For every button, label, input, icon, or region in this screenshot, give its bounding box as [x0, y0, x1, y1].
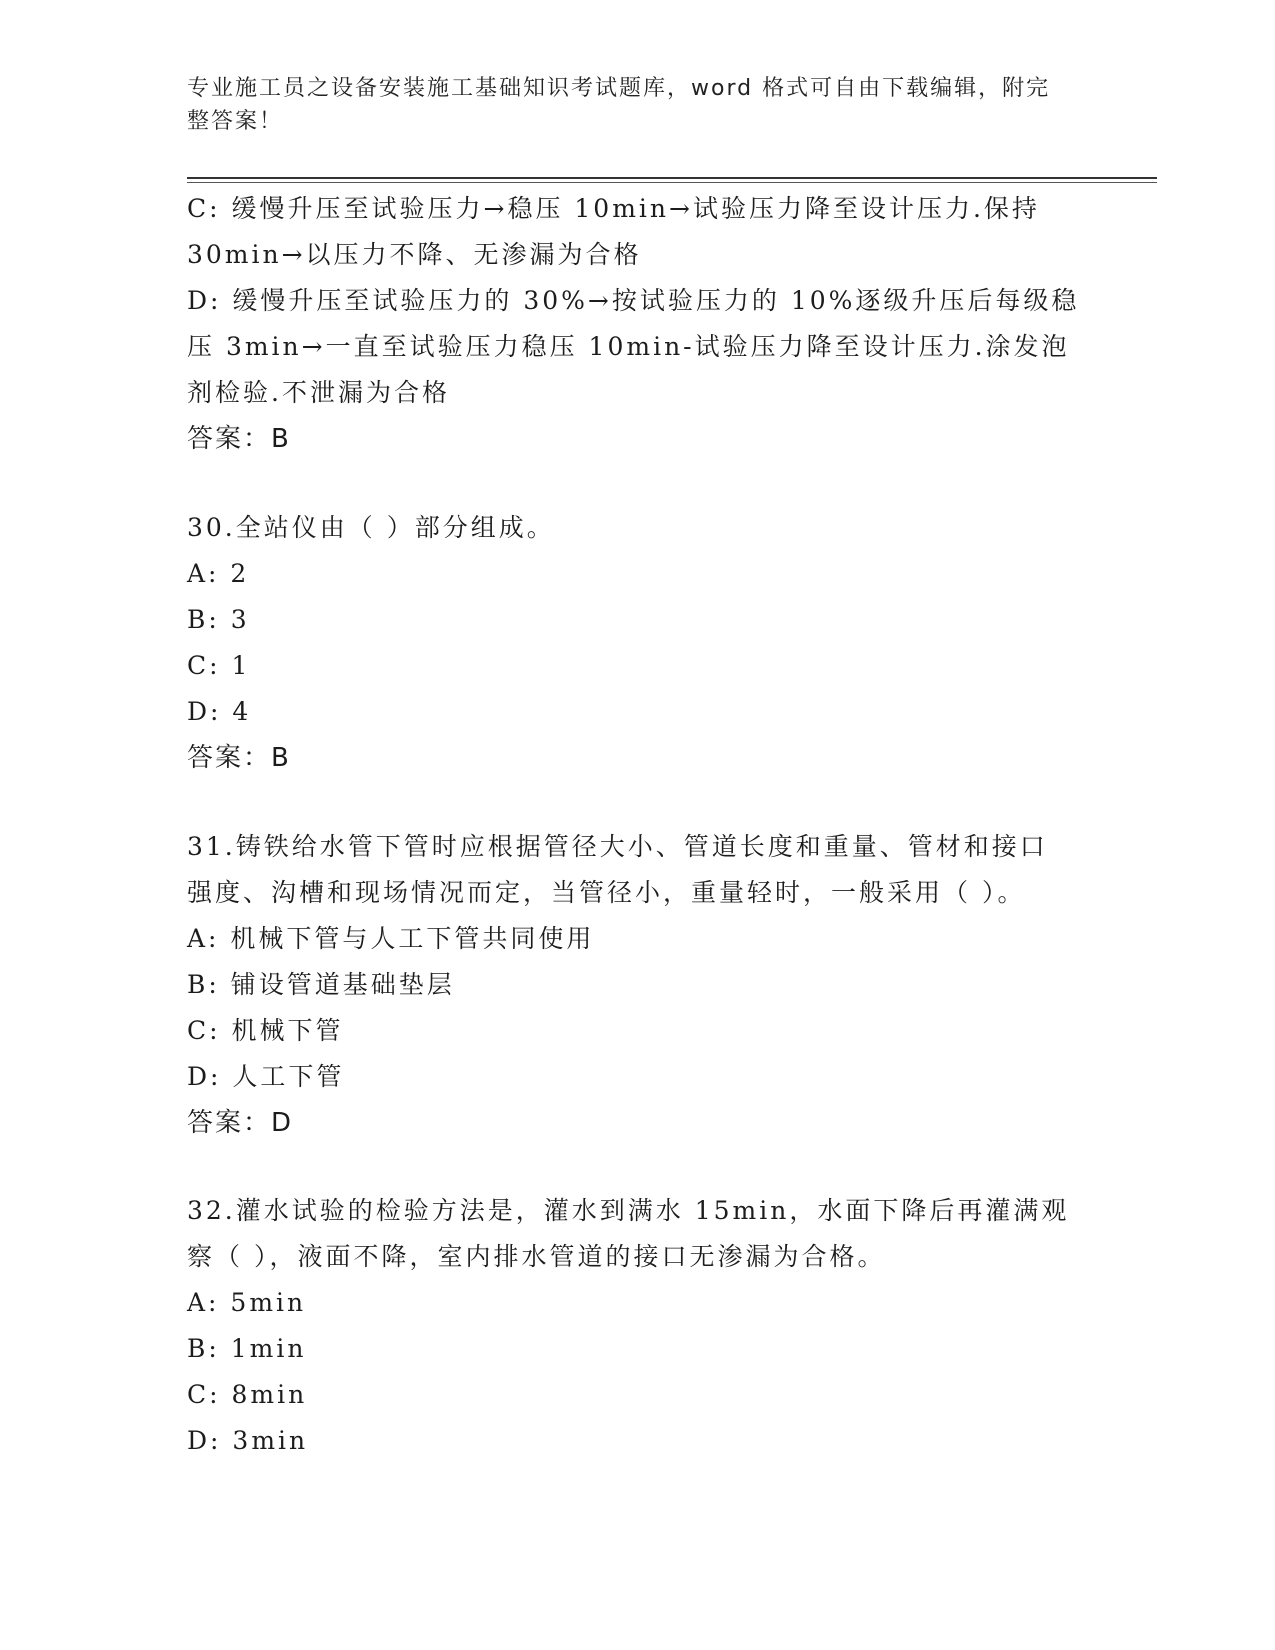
- header-line-1: 专业施工员之设备安装施工基础知识考试题库，word 格式可自由下载编辑，附完: [187, 76, 1051, 101]
- option-b: B: 1min: [187, 1334, 307, 1363]
- question-stem-line-1: 32.灌水试验的检验方法是，灌水到满水 15min，水面下降后再灌满观: [187, 1196, 1070, 1225]
- option-d: D: 4: [187, 697, 252, 726]
- document-header: [187, 72, 1067, 138]
- option-a: A: 5min: [187, 1288, 307, 1317]
- question-29-tail: [187, 186, 1080, 462]
- question-stem-line-1: 31.铸铁给水管下管时应根据管径大小、管道长度和重量、管材和接口: [187, 832, 1048, 861]
- option-d-line-2: 压 3min→一直至试验压力稳压 10min-试验压力降至设计压力.涂发泡: [187, 332, 1070, 361]
- option-a: A: 2: [187, 559, 250, 588]
- answer-line: 答案：B: [187, 743, 291, 773]
- option-c: C: 8min: [187, 1380, 308, 1409]
- option-d-line-3: 剂检验.不泄漏为合格: [187, 378, 450, 407]
- header-divider-thin: [187, 182, 1157, 183]
- question-stem-line-2: 察（ ），液面不降，室内排水管道的接口无渗漏为合格。: [187, 1242, 886, 1271]
- option-c: C: 机械下管: [187, 1016, 344, 1045]
- option-b: B: 3: [187, 605, 250, 634]
- option-d: D: 人工下管: [187, 1062, 345, 1091]
- question-30: [187, 505, 1077, 781]
- question-32: [187, 1188, 1077, 1464]
- header-line-2: 整答案！: [187, 109, 284, 134]
- option-c: C: 1: [187, 651, 251, 680]
- answer-line: 答案：D: [187, 1108, 294, 1138]
- spacer: [187, 781, 1077, 824]
- question-stem: 30.全站仪由（ ）部分组成。: [187, 513, 555, 542]
- option-d-line-1: D: 缓慢升压至试验压力的 30%→按试验压力的 10%逐级升压后每级稳: [187, 286, 1080, 315]
- option-c-line-1: C: 缓慢升压至试验压力→稳压 10min→试验压力降至设计压力.保持: [187, 194, 1040, 223]
- option-b: B: 铺设管道基础垫层: [187, 970, 455, 999]
- option-d: D: 3min: [187, 1426, 309, 1455]
- spacer: [187, 1146, 1077, 1188]
- spacer: [187, 462, 1077, 505]
- answer-line: 答案：B: [187, 424, 291, 454]
- option-c-line-2: 30min→以压力不降、无渗漏为合格: [187, 240, 642, 269]
- question-stem-line-2: 强度、沟槽和现场情况而定，当管径小，重量轻时，一般采用（ ）。: [187, 878, 1026, 907]
- question-31: [187, 824, 1077, 1146]
- option-a: A: 机械下管与人工下管共同使用: [187, 924, 595, 953]
- header-divider-thick: [187, 177, 1157, 179]
- document-body: [187, 186, 1080, 1464]
